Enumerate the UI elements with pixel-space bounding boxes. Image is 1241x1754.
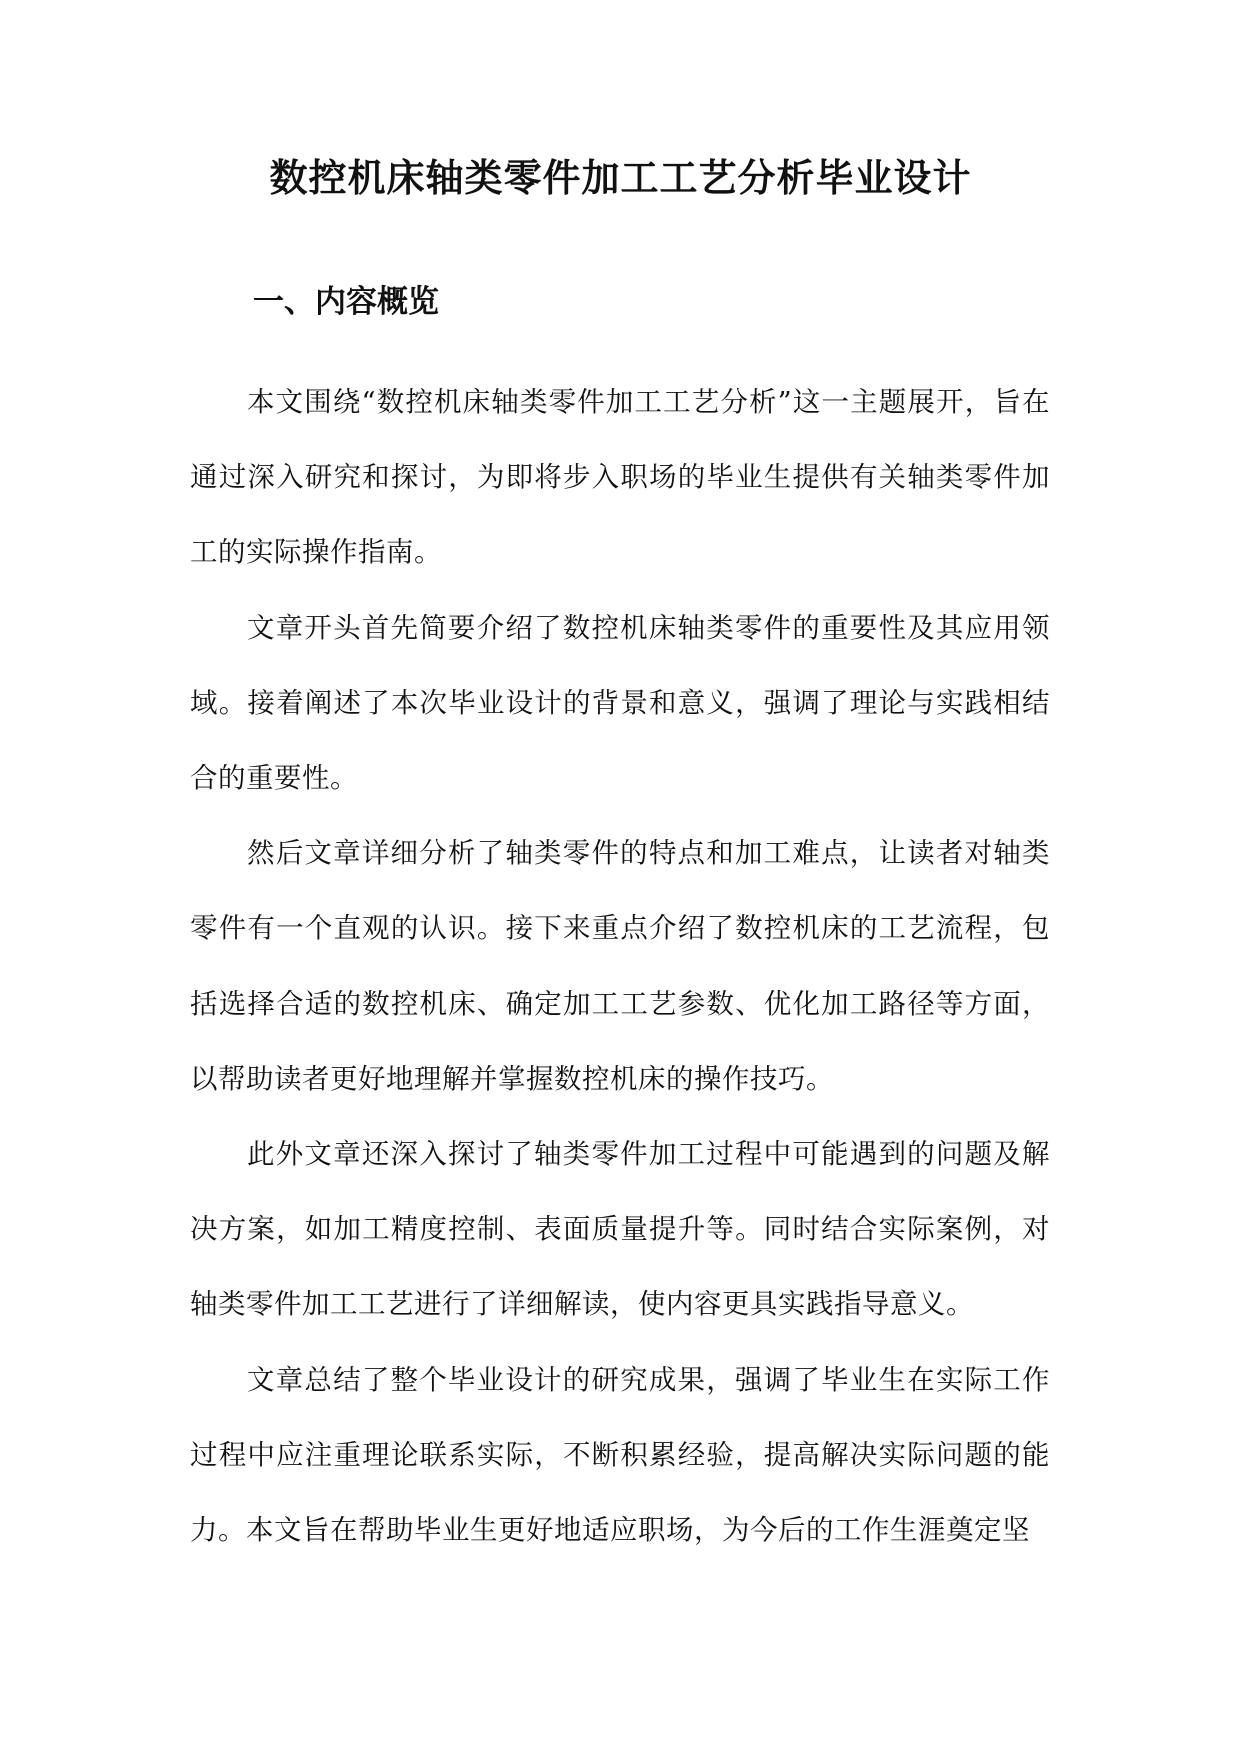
paragraph-1: 本文围绕“数控机床轴类零件加工工艺分析”这一主题展开，旨在通过深入研究和探讨，为即将步入职场的毕业生提供有关轴类零件加工的实际操作指南。 — [190, 386, 1050, 569]
document-title: 数控机床轴类零件加工工艺分析毕业设计 — [269, 156, 972, 200]
paragraph-3: 然后文章详细分析了轴类零件的特点和加工难点，让读者对轴类零件有一个直观的认识。接下来重点介绍了数控机床的工艺流程，包括选择合适的数控机床、确定加工工艺参数、优化加工路径等方面，以帮助读者更好地理解并掌握数控机床的操作技巧。 — [190, 837, 1050, 1095]
section-body — [190, 365, 1050, 1568]
section-heading: 一、内容概览 — [253, 284, 439, 320]
paragraph-2: 文章开头首先简要介绍了数控机床轴类零件的重要性及其应用领域。接着阐述了本次毕业设计的背景和意义，强调了理论与实践相结合的重要性。 — [190, 611, 1050, 795]
paragraph-5: 文章总结了整个毕业设计的研究成果，强调了毕业生在实际工作过程中应注重理论联系实际，不断积累经验，提高解决实际问题的能力。本文旨在帮助毕业生更好地适应职场，为今后的工作生涯奠定坚 — [190, 1363, 1050, 1547]
paragraph-4: 此外文章还深入探讨了轴类零件加工过程中可能遇到的问题及解决方案，如加工精度控制、表面质量提升等。同时结合实际案例，对轴类零件加工工艺进行了详细解读，使内容更具实践指导意义。 — [190, 1138, 1050, 1321]
